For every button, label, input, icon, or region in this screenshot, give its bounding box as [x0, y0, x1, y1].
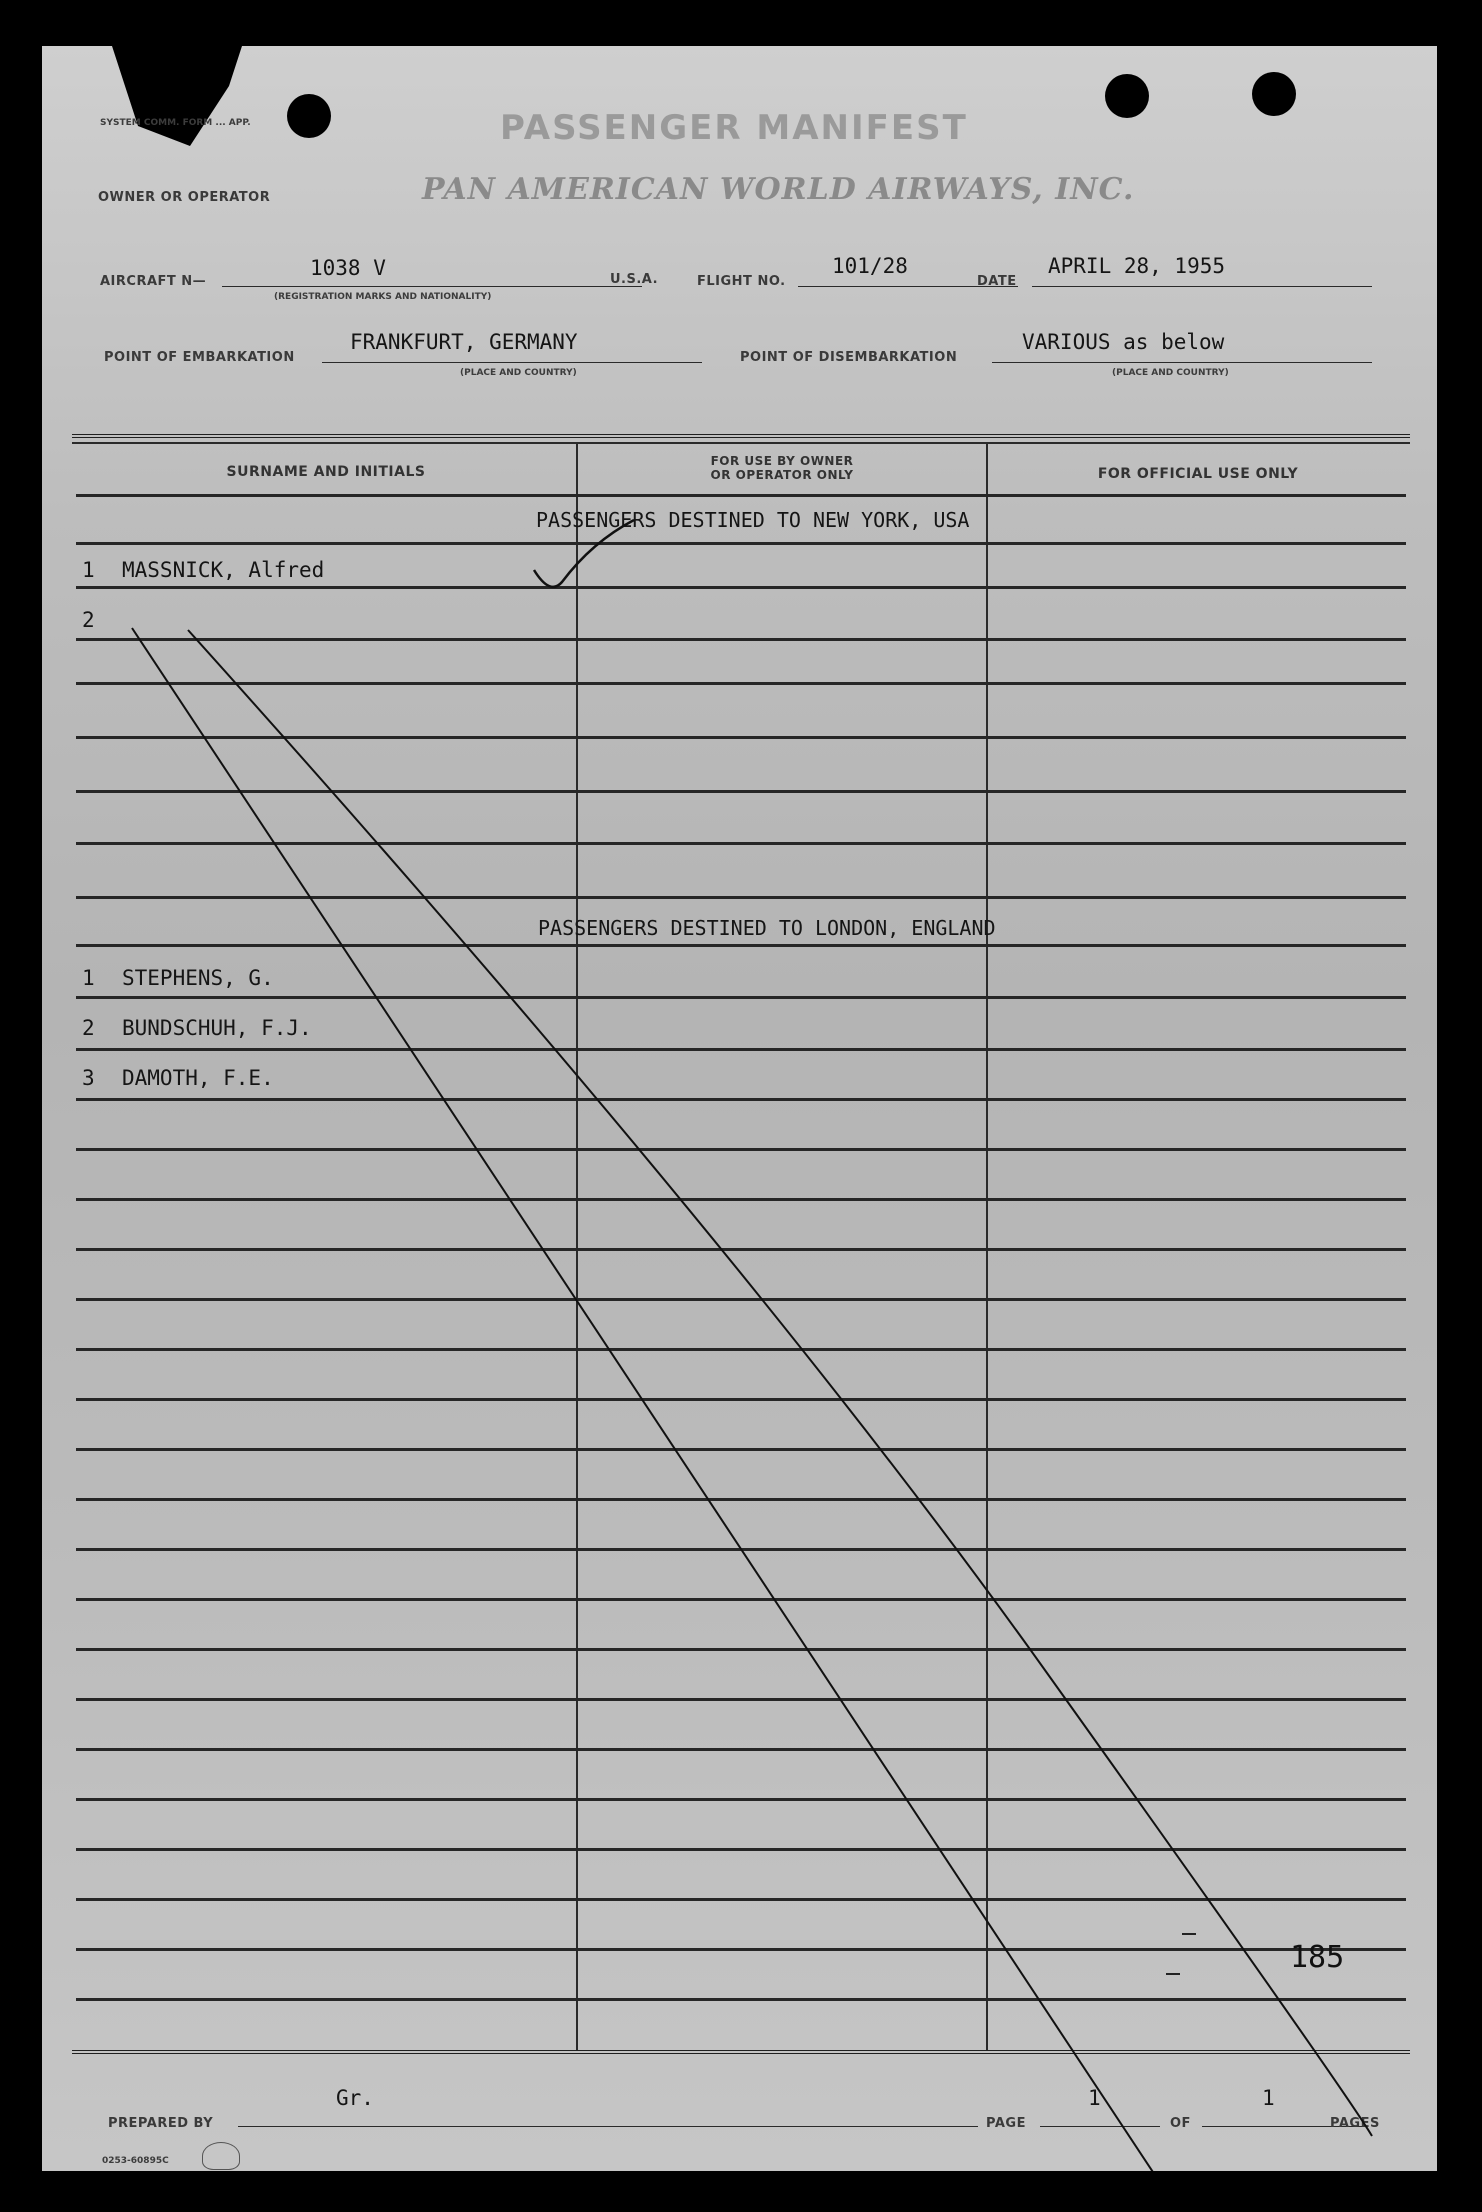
disembark-value: VARIOUS as below	[1022, 330, 1225, 354]
row-rule	[76, 494, 1406, 497]
entry-name: BUNDSCHUH, F.J.	[122, 1016, 312, 1040]
row-rule	[76, 1648, 1406, 1651]
row-rule	[76, 1398, 1406, 1401]
row-rule	[76, 1748, 1406, 1751]
row-rule	[76, 1848, 1406, 1851]
entry-number: 1	[82, 966, 95, 990]
date-value: APRIL 28, 1955	[1048, 254, 1226, 278]
punch-hole	[1105, 74, 1149, 118]
row-rule	[76, 1898, 1406, 1901]
row-rule	[76, 1148, 1406, 1151]
of-value: 1	[1262, 2086, 1275, 2110]
row-rule	[76, 842, 1406, 845]
sheet-number: 185	[1290, 1940, 1345, 1975]
column-header-owner	[578, 454, 986, 482]
page-underline	[1040, 2126, 1160, 2127]
page-title: PASSENGER MANIFEST	[500, 108, 968, 148]
pages-label: PAGES	[1330, 2116, 1380, 2131]
page-value: 1	[1088, 2086, 1101, 2110]
embark-label: POINT OF EMBARKATION	[104, 350, 295, 365]
aircraft-label: AIRCRAFT N—	[100, 274, 207, 289]
table-top-rule	[72, 434, 1410, 438]
usa-label: U.S.A.	[610, 272, 659, 287]
row-rule	[76, 1698, 1406, 1701]
disembark-underline	[992, 362, 1372, 363]
row-rule	[76, 1498, 1406, 1501]
row-rule	[76, 1448, 1406, 1451]
date-label: DATE	[977, 274, 1017, 289]
column-header-official: FOR OFFICIAL USE ONLY	[1097, 466, 1299, 482]
torn-corner	[112, 46, 242, 146]
owner-label: OWNER OR OPERATOR	[98, 190, 271, 205]
row-rule	[76, 1198, 1406, 1201]
group-heading: PASSENGERS DESTINED TO LONDON, ENGLAND	[538, 916, 996, 940]
of-label: OF	[1170, 2116, 1191, 2131]
footer-rule	[72, 2050, 1410, 2054]
row-rule	[76, 944, 1406, 947]
embark-sublabel: (PLACE AND COUNTRY)	[460, 368, 577, 378]
entry-name: STEPHENS, G.	[122, 966, 274, 990]
flight-label: FLIGHT NO.	[697, 274, 786, 289]
row-rule	[76, 1798, 1406, 1801]
punch-hole	[1252, 72, 1296, 116]
entry-number: 2	[82, 608, 95, 632]
column-header-owner-line1: FOR USE BY OWNER	[710, 454, 854, 468]
pencil-mark	[1166, 1934, 1196, 1974]
row-rule	[76, 682, 1406, 685]
strike-line	[188, 630, 1372, 2136]
punch-hole	[287, 94, 331, 138]
prepared-label: PREPARED BY	[108, 2116, 214, 2131]
page-label: PAGE	[986, 2116, 1026, 2131]
flight-value: 101/28	[832, 254, 908, 278]
entry-name: DAMOTH, F.E.	[122, 1066, 274, 1090]
row-rule	[76, 790, 1406, 793]
form-code: 0253-60895C	[102, 2156, 169, 2166]
union-label-stamp	[202, 2142, 240, 2170]
row-rule	[76, 1348, 1406, 1351]
entry-number: 3	[82, 1066, 95, 1090]
row-rule	[76, 896, 1406, 899]
date-underline	[1032, 286, 1372, 287]
row-rule	[76, 586, 1406, 589]
embark-value: FRANKFURT, GERMANY	[350, 330, 578, 354]
entry-name: MASSNICK, Alfred	[122, 558, 325, 582]
aircraft-sublabel: (REGISTRATION MARKS AND NATIONALITY)	[274, 292, 492, 302]
aircraft-underline	[222, 286, 642, 287]
row-rule	[76, 736, 1406, 739]
entry-number: 2	[82, 1016, 95, 1040]
entry-number: 1	[82, 558, 95, 582]
form-number: SYSTEM COMM. FORM ... APP.	[100, 118, 251, 128]
row-rule	[76, 1248, 1406, 1251]
group-heading: PASSENGERS DESTINED TO NEW YORK, USA	[536, 508, 970, 532]
row-rule	[76, 996, 1406, 999]
row-rule	[76, 1948, 1406, 1951]
row-rule	[76, 1548, 1406, 1551]
embark-underline	[322, 362, 702, 363]
row-rule	[76, 1048, 1406, 1051]
disembark-sublabel: (PLACE AND COUNTRY)	[1112, 368, 1229, 378]
row-rule	[76, 1098, 1406, 1101]
row-rule	[76, 542, 1406, 545]
prepared-value: Gr.	[336, 2086, 374, 2110]
column-header-owner-line2: OR OPERATOR ONLY	[710, 468, 854, 482]
disembark-label: POINT OF DISEMBARKATION	[740, 350, 958, 365]
table-top-rule-2	[72, 442, 1410, 444]
row-rule	[76, 1998, 1406, 2001]
row-rule	[76, 1598, 1406, 1601]
row-rule	[76, 1298, 1406, 1301]
aircraft-value: 1038 V	[310, 256, 386, 280]
prepared-underline	[238, 2126, 978, 2127]
column-header-surname: SURNAME AND INITIALS	[226, 464, 426, 480]
row-rule	[76, 638, 1406, 641]
owner-value: PAN AMERICAN WORLD AIRWAYS, INC.	[422, 172, 1135, 207]
manifest-sheet	[42, 46, 1437, 2171]
